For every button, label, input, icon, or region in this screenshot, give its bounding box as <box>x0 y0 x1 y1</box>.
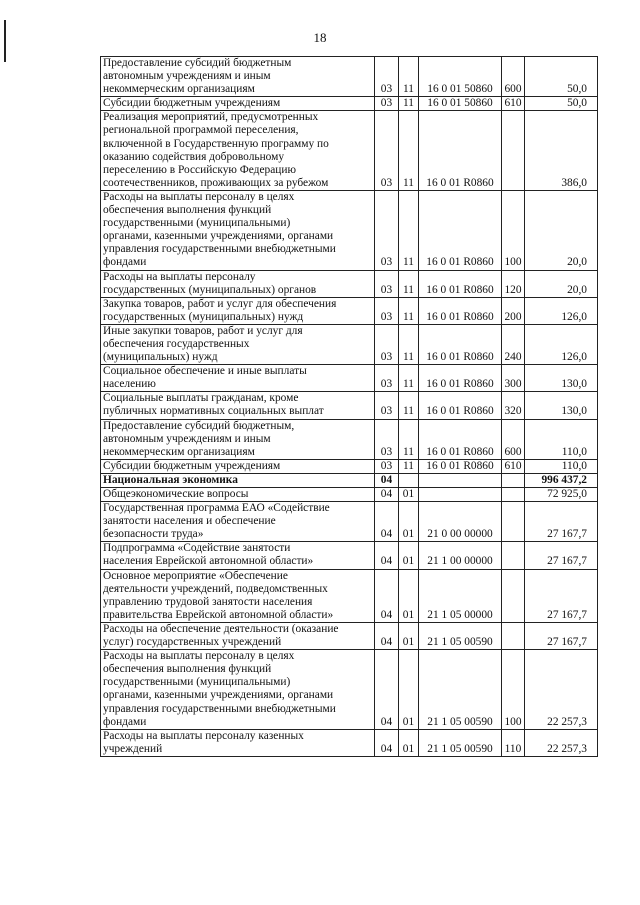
amount-cell: 27 167,7 <box>525 542 598 569</box>
table-row <box>101 297 598 324</box>
expense-type-cell: 610 <box>502 97 525 111</box>
section-code-cell: 04 <box>375 650 399 730</box>
amount-cell: 27 167,7 <box>525 569 598 622</box>
item-name-cell <box>101 622 375 649</box>
item-name-cell <box>101 297 375 324</box>
expense-type-cell <box>502 569 525 622</box>
expense-type-cell: 200 <box>502 297 525 324</box>
target-article-cell: 16 0 01 R0860 <box>419 111 502 191</box>
item-name-line: публичных нормативных социальных выплат <box>103 405 324 418</box>
item-name-line: занятости населения и обеспечение <box>103 515 276 528</box>
amount-cell: 110,0 <box>525 419 598 459</box>
item-name-line: переселению в Российскую Федерацию <box>103 163 296 176</box>
subsection-code-cell: 11 <box>399 392 419 419</box>
item-name-line: (муниципальных) нужд <box>103 351 218 364</box>
item-name-line: Иные закупки товаров, работ и услуг для <box>103 324 303 337</box>
subsection-code-cell: 11 <box>399 459 419 473</box>
section-code-cell: 03 <box>375 111 399 191</box>
item-name-line: услуг) государственных учреждений <box>103 636 282 649</box>
table-row <box>101 324 598 364</box>
amount-cell: 22 257,3 <box>525 650 598 730</box>
subsection-code-cell: 01 <box>399 569 419 622</box>
section-code-cell: 04 <box>375 622 399 649</box>
item-name-line: оказанию содействия добровольному <box>103 150 285 163</box>
target-article-cell: 16 0 01 R0860 <box>419 190 502 270</box>
amount-cell: 50,0 <box>525 57 598 97</box>
expense-type-cell: 240 <box>502 324 525 364</box>
expense-type-cell: 120 <box>502 270 525 297</box>
item-name-line: населения Еврейской автономной области» <box>103 555 314 568</box>
amount-cell: 72 925,0 <box>525 488 598 502</box>
table-row <box>101 729 598 756</box>
item-name-line: фондами <box>103 256 147 269</box>
section-code-cell: 04 <box>375 488 399 502</box>
subsection-code-cell: 01 <box>399 542 419 569</box>
table-row <box>101 419 598 459</box>
item-name-cell <box>101 365 375 392</box>
item-name-line: Расходы на выплаты персоналу <box>103 270 256 283</box>
expense-type-cell: 320 <box>502 392 525 419</box>
section-code-cell: 03 <box>375 419 399 459</box>
page-number: 18 <box>313 30 327 45</box>
subsection-code-cell: 11 <box>399 297 419 324</box>
table-row <box>101 459 598 473</box>
table-row <box>101 569 598 622</box>
target-article-cell: 21 1 05 00590 <box>419 729 502 756</box>
expense-type-cell: 100 <box>502 190 525 270</box>
item-name-line: правительства Еврейской автономной области» <box>103 608 334 621</box>
target-article-cell: 16 0 01 R0860 <box>419 419 502 459</box>
expense-type-cell <box>502 502 525 542</box>
item-name-line: управления государственными внебюджетными <box>103 702 336 715</box>
target-article-cell: 16 0 01 R0860 <box>419 459 502 473</box>
subsection-code-cell: 11 <box>399 324 419 364</box>
expense-type-cell: 600 <box>502 419 525 459</box>
section-code-cell: 04 <box>375 569 399 622</box>
item-name-line: Расходы на выплаты персоналу в целях <box>103 650 295 663</box>
amount-cell: 126,0 <box>525 324 598 364</box>
item-name-line: населению <box>103 378 156 391</box>
subsection-code-cell: 11 <box>399 365 419 392</box>
item-name-cell <box>101 729 375 756</box>
section-code-cell: 03 <box>375 365 399 392</box>
item-name-cell <box>101 569 375 622</box>
table-row <box>101 270 598 297</box>
expense-type-cell <box>502 488 525 502</box>
item-name-cell <box>101 542 375 569</box>
target-article-cell: 21 1 00 00000 <box>419 542 502 569</box>
table-row <box>101 502 598 542</box>
table-row <box>101 392 598 419</box>
expense-type-cell <box>502 542 525 569</box>
item-name-line: некоммерческим организациям <box>103 83 255 96</box>
item-name-line: обеспечения выполнения функций <box>103 204 272 217</box>
amount-cell: 27 167,7 <box>525 502 598 542</box>
item-name-line: автономным учреждениям и иным <box>103 70 271 83</box>
item-name-line: автономным учреждениям и иным <box>103 432 271 445</box>
subsection-code-cell: 11 <box>399 111 419 191</box>
table-row <box>101 473 598 487</box>
section-code-cell: 03 <box>375 392 399 419</box>
amount-cell: 130,0 <box>525 392 598 419</box>
item-name-line: Расходы на обеспечение деятельности (оказание <box>103 622 339 635</box>
table-row <box>101 97 598 111</box>
section-code-cell: 04 <box>375 729 399 756</box>
item-name-line: Подпрограмма «Содействие занятости <box>103 542 291 555</box>
target-article-cell: 16 0 01 R0860 <box>419 270 502 297</box>
expense-type-cell: 110 <box>502 729 525 756</box>
item-name-cell <box>101 473 375 487</box>
section-code-cell: 04 <box>375 542 399 569</box>
target-article-cell: 16 0 01 R0860 <box>419 324 502 364</box>
item-name-cell <box>101 57 375 97</box>
target-article-cell <box>419 488 502 502</box>
item-name-cell <box>101 650 375 730</box>
subsection-code-cell: 01 <box>399 729 419 756</box>
expense-type-cell <box>502 473 525 487</box>
amount-cell: 130,0 <box>525 365 598 392</box>
item-name-line: обеспечения выполнения функций <box>103 663 272 676</box>
item-name-line: Закупка товаров, работ и услуг для обеспечения <box>103 297 337 310</box>
item-name-line: учреждений <box>103 742 163 755</box>
item-name-cell <box>101 392 375 419</box>
table-row <box>101 488 598 502</box>
subsection-code-cell: 01 <box>399 502 419 542</box>
table-row <box>101 622 598 649</box>
item-name-line: управлению трудовой занятости населения <box>103 595 313 608</box>
item-name-cell <box>101 270 375 297</box>
subsection-code-cell: 11 <box>399 190 419 270</box>
item-name-line: фондами <box>103 715 147 728</box>
expense-type-cell: 100 <box>502 650 525 730</box>
expense-type-cell: 600 <box>502 57 525 97</box>
subsection-code-cell: 11 <box>399 97 419 111</box>
table-row <box>101 57 598 97</box>
item-name-line: Расходы на выплаты персоналу в целях <box>103 190 295 203</box>
item-name-line: Субсидии бюджетным учреждениям <box>103 97 281 110</box>
item-name-cell <box>101 190 375 270</box>
table-row <box>101 365 598 392</box>
section-code-cell: 03 <box>375 270 399 297</box>
item-name-line: государственных (муниципальных) нужд <box>103 310 304 323</box>
item-name-cell <box>101 459 375 473</box>
target-article-cell: 16 0 01 R0860 <box>419 297 502 324</box>
expense-type-cell: 610 <box>502 459 525 473</box>
target-article-cell <box>419 473 502 487</box>
item-name-line: Предоставление субсидий бюджетным, <box>103 419 295 432</box>
section-code-cell: 03 <box>375 459 399 473</box>
item-name-line: соотечественников, проживающих за рубежом <box>103 176 329 189</box>
section-code-cell: 03 <box>375 97 399 111</box>
item-name-line: органами, казенными учреждениями, органами <box>103 689 334 702</box>
section-code-cell: 03 <box>375 190 399 270</box>
item-name-line: органами, казенными учреждениями, органами <box>103 230 334 243</box>
item-name-cell <box>101 488 375 502</box>
item-name-line: управления государственными внебюджетными <box>103 243 336 256</box>
item-name-line: государственных (муниципальных) органов <box>103 283 317 296</box>
amount-cell: 126,0 <box>525 297 598 324</box>
item-name-line: Социальные выплаты гражданам, кроме <box>103 392 299 405</box>
amount-cell: 20,0 <box>525 190 598 270</box>
item-name-line: Предоставление субсидий бюджетным <box>103 57 292 69</box>
amount-cell: 50,0 <box>525 97 598 111</box>
subsection-code-cell: 11 <box>399 57 419 97</box>
budget-table <box>100 56 598 757</box>
item-name-cell <box>101 502 375 542</box>
budget-table-body <box>101 57 598 757</box>
item-name-line: Основное мероприятие «Обеспечение <box>103 569 288 582</box>
item-name-line: региональной программой переселения, <box>103 124 299 137</box>
item-name-line: государственными (муниципальными) <box>103 217 291 230</box>
subsection-code-cell: 01 <box>399 488 419 502</box>
table-row <box>101 650 598 730</box>
amount-cell: 386,0 <box>525 111 598 191</box>
item-name-cell <box>101 111 375 191</box>
item-name-line: Реализация мероприятий, предусмотренных <box>103 111 319 124</box>
item-name-line: некоммерческим организациям <box>103 445 255 458</box>
item-name-line: Расходы на выплаты персоналу казенных <box>103 729 304 742</box>
expense-type-cell: 300 <box>502 365 525 392</box>
subsection-code-cell <box>399 473 419 487</box>
amount-cell: 110,0 <box>525 459 598 473</box>
target-article-cell: 16 0 01 50860 <box>419 97 502 111</box>
item-name-line: деятельности учреждений, подведомственных <box>103 582 328 595</box>
target-article-cell: 16 0 01 50860 <box>419 57 502 97</box>
item-name-line: безопасности труда» <box>103 528 204 541</box>
target-article-cell: 16 0 01 R0860 <box>419 365 502 392</box>
target-article-cell: 21 1 05 00590 <box>419 622 502 649</box>
section-code-cell: 03 <box>375 324 399 364</box>
section-code-cell: 03 <box>375 297 399 324</box>
section-code-cell: 04 <box>375 502 399 542</box>
section-code-cell: 03 <box>375 57 399 97</box>
table-row <box>101 542 598 569</box>
target-article-cell: 16 0 01 R0860 <box>419 392 502 419</box>
item-name-cell <box>101 324 375 364</box>
subsection-code-cell: 11 <box>399 270 419 297</box>
item-name-line: государственными (муниципальными) <box>103 676 291 689</box>
expense-type-cell <box>502 622 525 649</box>
amount-cell: 996 437,2 <box>525 473 598 487</box>
item-name-line: обеспечения государственных <box>103 337 250 350</box>
item-name-line: Субсидии бюджетным учреждениям <box>103 459 281 472</box>
target-article-cell: 21 0 00 00000 <box>419 502 502 542</box>
section-code-cell: 04 <box>375 473 399 487</box>
item-name-line: Социальное обеспечение и иные выплаты <box>103 365 307 378</box>
amount-cell: 20,0 <box>525 270 598 297</box>
item-name-line: включенной в Государственную программу по <box>103 137 329 150</box>
item-name-cell <box>101 97 375 111</box>
target-article-cell: 21 1 05 00000 <box>419 569 502 622</box>
amount-cell: 27 167,7 <box>525 622 598 649</box>
item-name-line: Национальная экономика <box>103 473 238 486</box>
subsection-code-cell: 11 <box>399 419 419 459</box>
target-article-cell: 21 1 05 00590 <box>419 650 502 730</box>
amount-cell: 22 257,3 <box>525 729 598 756</box>
subsection-code-cell: 01 <box>399 622 419 649</box>
item-name-line: Общеэкономические вопросы <box>103 488 249 500</box>
table-row <box>101 111 598 191</box>
item-name-cell <box>101 419 375 459</box>
subsection-code-cell: 01 <box>399 650 419 730</box>
expense-type-cell <box>502 111 525 191</box>
table-row <box>101 190 598 270</box>
item-name-line: Государственная программа ЕАО «Содействие <box>103 502 330 515</box>
